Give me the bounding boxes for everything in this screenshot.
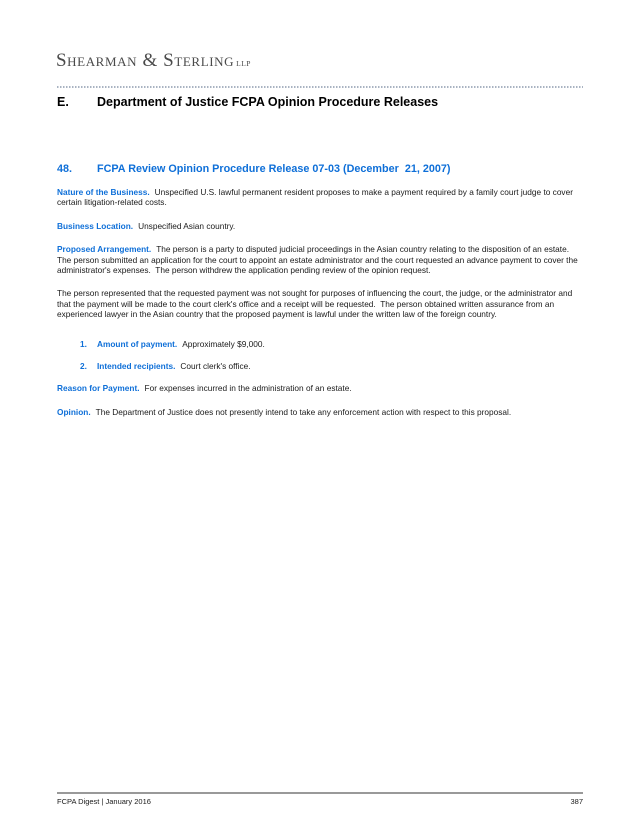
list-item-text: Approximately $9,000.: [182, 338, 265, 349]
footer-publication: FCPA Digest | January 2016: [57, 797, 151, 806]
firm-logo: [56, 50, 251, 72]
list-item-body: [97, 339, 265, 349]
release-heading: [57, 163, 583, 176]
paragraph-text: For expenses incurred in the administration of an estate.: [144, 383, 352, 394]
paragraph-text: Unspecified U.S. lawful permanent resident proposes to make a payment required by a family court judge to cover certain litigation-related costs.: [57, 187, 576, 208]
list-item: [57, 361, 583, 371]
release-title: FCPA Review Opinion Procedure Release 07-03 (December 21, 2007): [97, 163, 451, 175]
paragraph-opinion: [57, 407, 583, 417]
paragraph-text: The person is a party to disputed judicial proceedings in the Asian country relating to the disposition of an estate. The person submitted an application for the court to appoint an estate administrator and the court requested an advance payment to cover the administrator's expenses. The person withdrew the application pending review of the opinion request.: [57, 244, 581, 276]
release-body: [57, 163, 583, 430]
list-item: [57, 339, 583, 349]
firm-name: Shearman & Sterling: [56, 50, 235, 71]
list-item-number: 2.: [80, 361, 87, 372]
list-item-number: 1.: [80, 338, 87, 349]
paragraph-reason-for-payment: [57, 383, 583, 393]
paragraph-label: Proposed Arrangement.: [57, 244, 152, 255]
section-number: E.: [57, 95, 69, 109]
paragraph-text: The person represented that the requested payment was not sought for purposes of influencing the court, the judge, or the administrator and that the payment will be made to the court clerk's office and a receipt will be requested. The person obtained written assurance from an experienced lawyer in the Asian country that the proposed payment is lawful under the written law of the foreign country.: [57, 288, 575, 320]
list-item-text: Court clerk's office.: [180, 361, 251, 372]
section-title: Department of Justice FCPA Opinion Procedure Releases: [97, 95, 439, 109]
page-footer: [57, 792, 583, 806]
section-heading: [57, 95, 583, 109]
list-item-label: Amount of payment.: [97, 338, 178, 349]
paragraph-label: Nature of the Business.: [57, 187, 150, 197]
paragraph-label: Reason for Payment.: [57, 383, 140, 394]
paragraph-representations: [57, 288, 583, 319]
header-dotted-rule: [57, 86, 583, 88]
paragraph-text: Unspecified Asian country.: [138, 220, 236, 231]
list-item-label: Intended recipients.: [97, 361, 176, 372]
numbered-list: [57, 333, 583, 372]
footer-page-number: 387: [570, 797, 583, 806]
paragraph-nature-of-business: [57, 187, 583, 208]
paragraph-proposed-arrangement: [57, 244, 583, 275]
paragraph-business-location: [57, 221, 583, 231]
paragraph-text: The Department of Justice does not presently intend to take any enforcement action with respect to this proposal.: [95, 406, 512, 417]
firm-suffix: LLP: [236, 59, 251, 68]
release-number: 48.: [57, 163, 73, 175]
paragraph-label: Opinion.: [57, 406, 91, 417]
paragraph-label: Business Location.: [57, 220, 134, 231]
list-item-body: [97, 361, 251, 371]
